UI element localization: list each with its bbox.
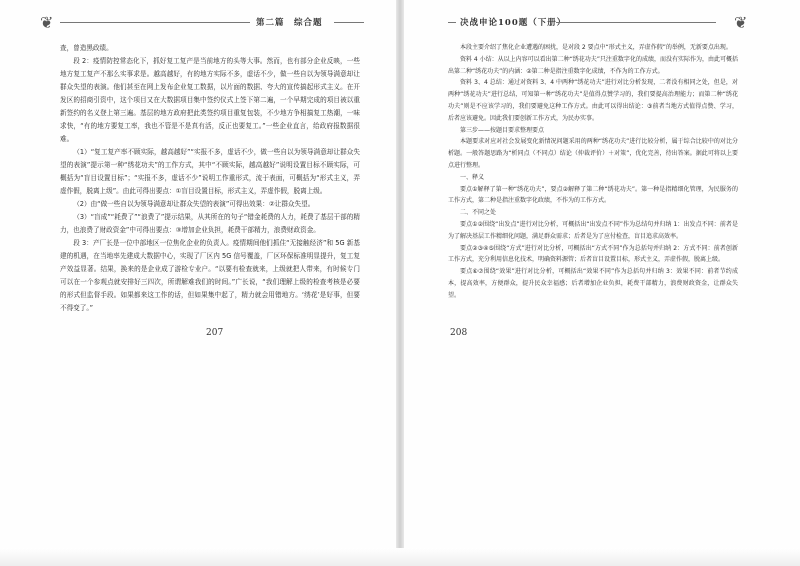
book-gutter bbox=[396, 0, 404, 566]
paragraph: （1）“复工复产率不顾实际，越高越好”“实报不多，虚话不少，做一些自以为领导满意却让群众失望的表演”提示第一种“绣花功夫”的工作方式，其中“不顾实际，越高越好”说明设置目标不顾实际，可概括为“盲目设置目标”；“实报不多，虚话不少”说明工作重形式，流于表面，可概括为“形式主义，弄虚作假，脱离上级”。由此可得出要点：①盲目设置目标，形式主义，弄虚作假，脱离上级。 bbox=[60, 148, 360, 195]
right-page bbox=[404, 0, 800, 566]
running-head-title: 第二篇 综合题 bbox=[256, 18, 323, 28]
paragraph: 本段主要介绍了焦化企业遭遇的困扰，是对段 2 要点中“形式主义，弄虚作假”的举例，无新要点出现。 bbox=[460, 44, 732, 51]
paragraph: 要点①②围绕“出发点”进行对比分析，可概括出“出发点不同”作为总结句并归纳 1：出发点不同：前者是为了解决基层工作精细化问题，满足群众需求；后者是为了应付检查，盲目追求高效率。 bbox=[448, 220, 738, 240]
paragraph: 本题要求对应对社会发展变化新情况问题采用的两种“绣花功夫”进行比较分析，属于综合比较中的对比分析题。一般答题思路为“析同点（不同点）结论（仲裁评价）＋对策”，优化完善，待出答案。据此可将以上要点进行整理。 bbox=[448, 138, 738, 169]
paragraph: 要点①解释了第一种“绣花功夫”，要点②解释了第二种“绣花功夫”。第一种是指精细化管理，为民服务的工作方式，第二种是指注重数字化政绩，不作为的工作方式。 bbox=[448, 185, 738, 205]
page-number: 208 bbox=[450, 328, 468, 338]
section-heading: 二、不同之处 bbox=[460, 209, 497, 217]
header-rule bbox=[60, 22, 250, 23]
paragraph: 资料 3、4 总结：通过对资料 3、4 中两种“绣花功夫”进行对比分析发现，二者没有相同之处，但是，对两种“绣花功夫”进行总结，可知第一种“绣花功夫”是值得点赞学习的，我们要提高治理能力；而第二种“绣花功夫”则是不应该学习的，我们要避免这种工作方式。由此可以得出结论：③前者当地方式值得点赞、学习，后者应该避免。因此我们要创新工作方式，为民办实事。 bbox=[448, 79, 738, 122]
header-rule bbox=[334, 22, 364, 23]
fleuron-icon: ❦ bbox=[40, 13, 54, 32]
running-head-title: 决战申论100题（下册） bbox=[460, 18, 567, 28]
section-heading: 一、释义 bbox=[460, 173, 485, 181]
header-rule bbox=[556, 22, 716, 23]
paragraph: 资料 4 小结：从以上内容可以看出第二种“绣花功夫”只注重数字化的成绩，而没有实际作为，由此可概括出第二种“绣花功夫”的内涵：②第二种是指注重数字化成绩，不作为的工作方式。 bbox=[448, 55, 738, 75]
paragraph: 段 3：产厂长是一位中部地区一位焦化企业的负责人。疫情期间他们抓住“无接触经济”和 5G 新基建的机遇，在当地率先建成大数据中心，实现了厂区内 5G 信号覆盖，厂区环保标准明显提升，复工复产效益显著。结果，换来的是企业成了游检专业户。“以要有检查就来，上级就把人带来，有时候专门可以在一个参观点就安排好三四次，所谓解难我们的时间。”广长说，“我们理解上级的检查考核是必要的形式但监督手段。如果都来这工作的话，但如果集中起了，精力就会用错地方。‘绣花’是好事，但要不得变了。” bbox=[60, 239, 360, 312]
left-running-head bbox=[0, 10, 396, 32]
left-page-body bbox=[60, 42, 360, 315]
left-page bbox=[0, 0, 396, 566]
section-heading: 第三步——按题目要求整理要点 bbox=[460, 126, 545, 134]
right-running-head bbox=[404, 10, 800, 32]
paragraph: 查，曾造黑政绩。 bbox=[60, 44, 113, 52]
paragraph: （2）由“做一些自以为领导满意却让群众失望的表演”可得出效果：②让群众失望。 bbox=[73, 200, 315, 208]
paragraph: （3）“盲成”“耗费了”“浪费了”提示结果，从其所在的句子“错金耗费的人力，耗费了基层干部的精力，也浪费了财政资金”中可得出要点：③增加企业负担，耗费干部精力，浪费财政资金。 bbox=[60, 213, 360, 234]
paragraph: 要点②③④⑤围绕“方式”进行对比分析，可概括出“方式不同”作为总括句并归纳 2：方式不同：前者创新工作方式，充分利用信息化技术，明确资料源管；后者盲目设置目标，形式主义，弄虚作假，脱离上级。 bbox=[448, 244, 738, 264]
page-number: 207 bbox=[206, 328, 224, 338]
paragraph: 要点⑥⑦围绕“效果”进行对比分析，可概括出“效果不同”作为总括句并归纳 3：效果不同：前者节约成本，提高效率，方便群众，提升民众幸福感；后者增加企业负担，耗费干部精力，浪费财政资金，让群众失望。 bbox=[448, 268, 738, 299]
paragraph: 段 2：疫情防控常态化下，抓好复工复产是当前地方的头等大事。然而，也有部分企业反映，一些地方复工复产不那么实事求是。越高越好，有的地方实际不多，虚话不少，做一些自以为领导满意却让群众失望的表演。他们甚至在网上发布企业复工数据，以片面的数据、夸大的宣传搞起形式主义。在开发区的招商引资中，这个项目又在大数据项目集中签约仪式上签下第二遍，一个早期完成的项目被以重新签约的名义登上第三遍。基层的地方政府把此类签约项目重复包装，不少地方争相搞复工热潮，一味求快，“有的地方要复工率，我也不管是不是真有活，反正也要复工。”一些企业直言，给政府报数据很难。 bbox=[60, 57, 360, 143]
page-shadow bbox=[0, 548, 800, 566]
right-page-body bbox=[448, 42, 738, 302]
header-rule bbox=[448, 22, 456, 23]
fleuron-icon: ❦ bbox=[734, 13, 748, 32]
